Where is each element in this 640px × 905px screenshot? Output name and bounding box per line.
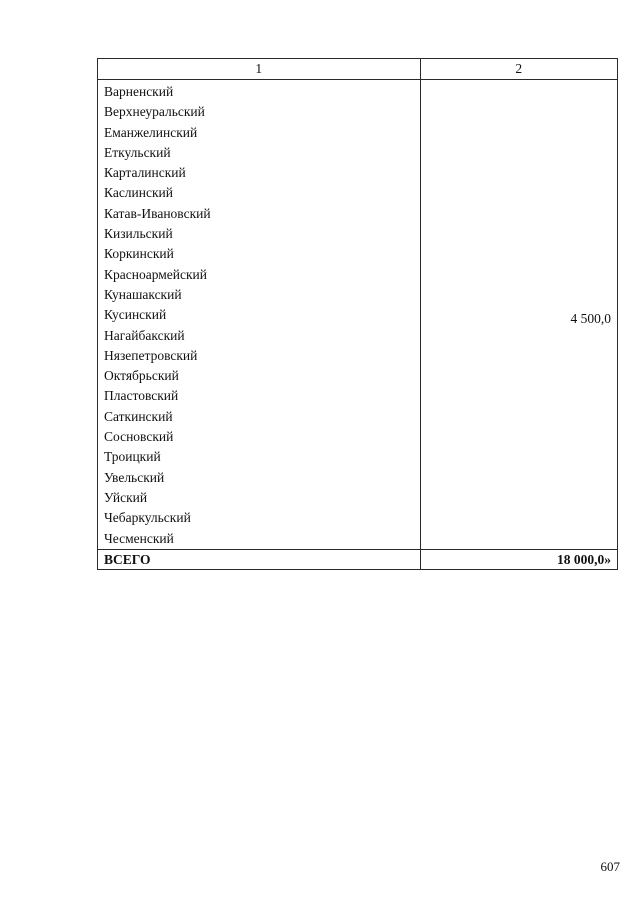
district-name: Еткульский [104, 144, 171, 160]
district-name: Кизильский [104, 226, 173, 242]
district-name: Троицкий [104, 449, 161, 465]
district-name: Кунашакский [104, 286, 182, 302]
district-name: Коркинский [104, 246, 174, 262]
district-name: Октябрьский [104, 368, 179, 384]
district-name: Увельский [104, 469, 165, 485]
column-header-2: 2 [420, 59, 617, 80]
district-name: Саткинский [104, 408, 173, 424]
district-name: Чебаркульский [104, 510, 191, 526]
amount-cell: 4 500,0 [420, 80, 617, 550]
district-name: Нагайбакский [104, 327, 185, 343]
district-name: Нязепетровский [104, 347, 198, 363]
total-row [98, 549, 618, 569]
table-header-row [98, 59, 618, 80]
district-name: Уйский [104, 489, 148, 505]
page-number: 607 [600, 859, 620, 874]
district-cell [98, 80, 421, 550]
district-list [98, 80, 420, 549]
allocation-table [97, 58, 618, 570]
district-name: Карталинский [104, 165, 186, 181]
total-label: ВСЕГО [98, 549, 421, 569]
column-header-1: 1 [98, 59, 421, 80]
district-name: Катав-Ивановский [104, 205, 211, 221]
district-name: Сосновский [104, 429, 174, 445]
total-value: 18 000,0» [420, 549, 617, 569]
district-name: Красноармейский [104, 266, 208, 282]
district-name: Каслинский [104, 185, 173, 201]
district-name: Чесменский [104, 530, 174, 546]
district-name: Кусинский [104, 307, 167, 323]
district-name: Верхнеуральский [104, 104, 205, 120]
district-name: Еманжелинский [104, 124, 198, 140]
districts-row [98, 80, 618, 550]
district-name: Варненский [104, 84, 174, 99]
district-name: Пластовский [104, 388, 179, 404]
